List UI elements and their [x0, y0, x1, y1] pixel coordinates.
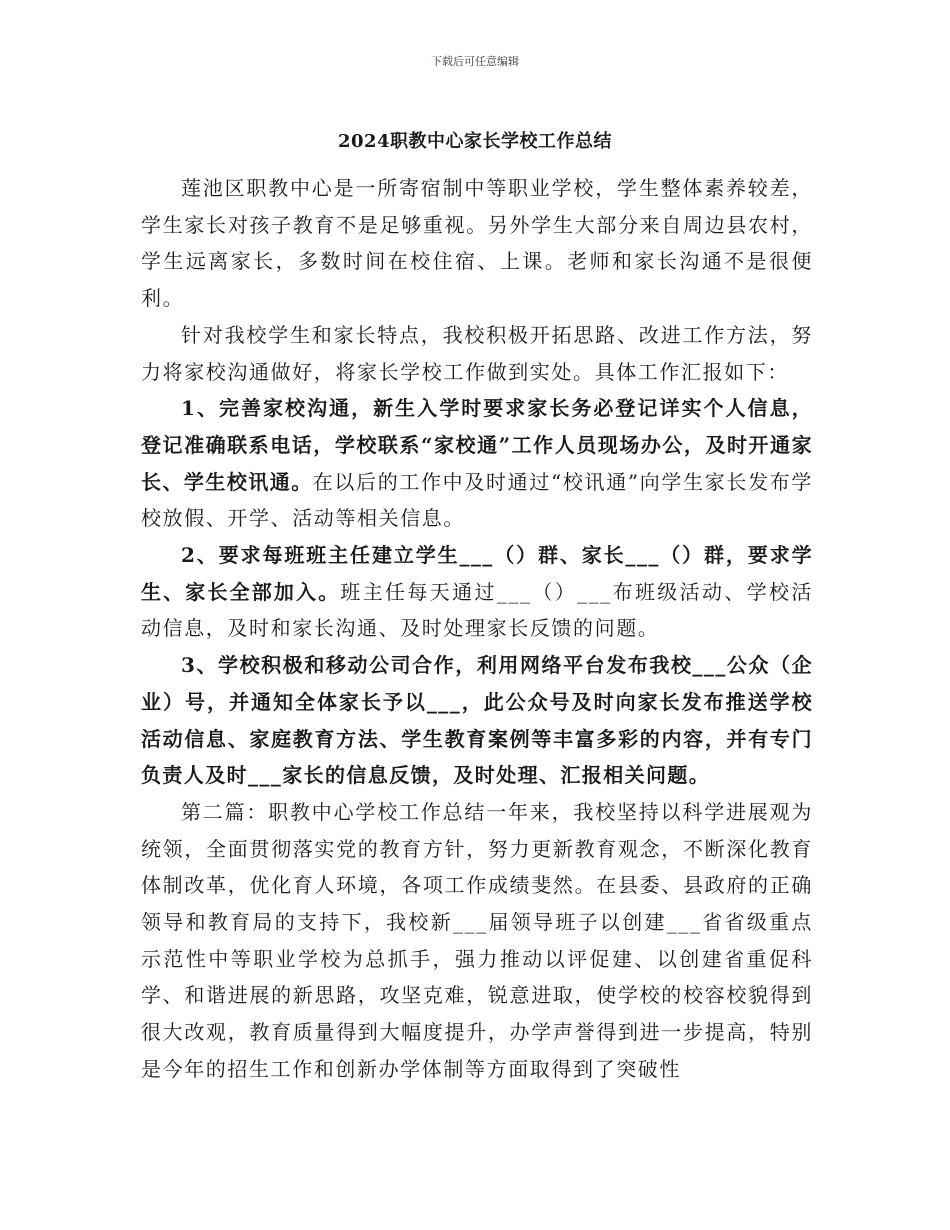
paragraph-text: 班主任每天通过___（）___布班级活动、学校活动信息，及时和家长沟通、及时处理家长反馈的问题。 [141, 579, 813, 641]
paragraph-bold-text: 1、完善家校沟通，新生入学时要求家长务必登记详实个人信息，登记准确联系电话，学校联系“家校通”工作人员现场办公，及时开通家长、学生校讯通。 [141, 396, 813, 494]
paragraph-item-1 [141, 390, 813, 537]
paragraph-text: 针对我校学生和家长特点，我校积极开拓思路、改进工作方法，努力将家校沟通做好，将家长学校工作做到实处。具体工作汇报如下： [141, 322, 813, 384]
document-body [141, 170, 813, 1088]
paragraph-text: 莲池区职教中心是一所寄宿制中等职业学校，学生整体素养较差，学生家长对孩子教育不是足够重视。另外学生大部分来自周边县农村，学生远离家长，多数时间在校住宿、上课。老师和家长沟通不是很便利。 [141, 176, 813, 311]
paragraph-second-article [141, 794, 813, 1088]
paragraph-text: 第二篇：职教中心学校工作总结一年来，我校坚持以科学进展观为统领，全面贯彻落实党的教育方针，努力更新教育观念，不断深化教育体制改革，优化育人环境，各项工作成绩斐然。在县委、县政府的正确领导和教育局的支持下，我校新___届领导班子以创建___省省级重点示范性中等职业学校为总抓手，强力推动以评促建、以创建省重促科学、和谐进展的新思路，攻坚克难，锐意进取，使学校的校容校貌得到很大改观，教育质量得到大幅度提升，办学声誉得到进一步提高，特别是今年的招生工作和创新办学体制等方面取得到了突破性 [141, 799, 813, 1081]
paragraph-intro [141, 170, 813, 317]
paragraph-approach [141, 317, 813, 390]
header-note: 下载后可任意编辑 [431, 55, 519, 68]
paragraph-text: 在以后的工作中及时通过“校讯通”向学生家长发布学校放假、开学、活动等相关信息。 [141, 469, 813, 531]
paragraph-bold-text: 3、学校积极和移动公司合作，利用网络平台发布我校___公众（企业）号，并通知全体家长予以___，此公众号及时向家长发布推送学校活动信息、家庭教育方法、学生教育案例等丰富多彩的内容，并有专门负责人及时___家长的信息反馈，及时处理、汇报相关问题。 [141, 653, 813, 788]
paragraph-item-2 [141, 537, 813, 647]
document-title: 2024职教中心家长学校工作总结 [337, 131, 613, 152]
paragraph-item-3 [141, 647, 813, 794]
paragraph-bold-text: 2、要求每班班主任建立学生___（）群、家长___（）群，要求学生、家长全部加入。 [141, 543, 813, 604]
